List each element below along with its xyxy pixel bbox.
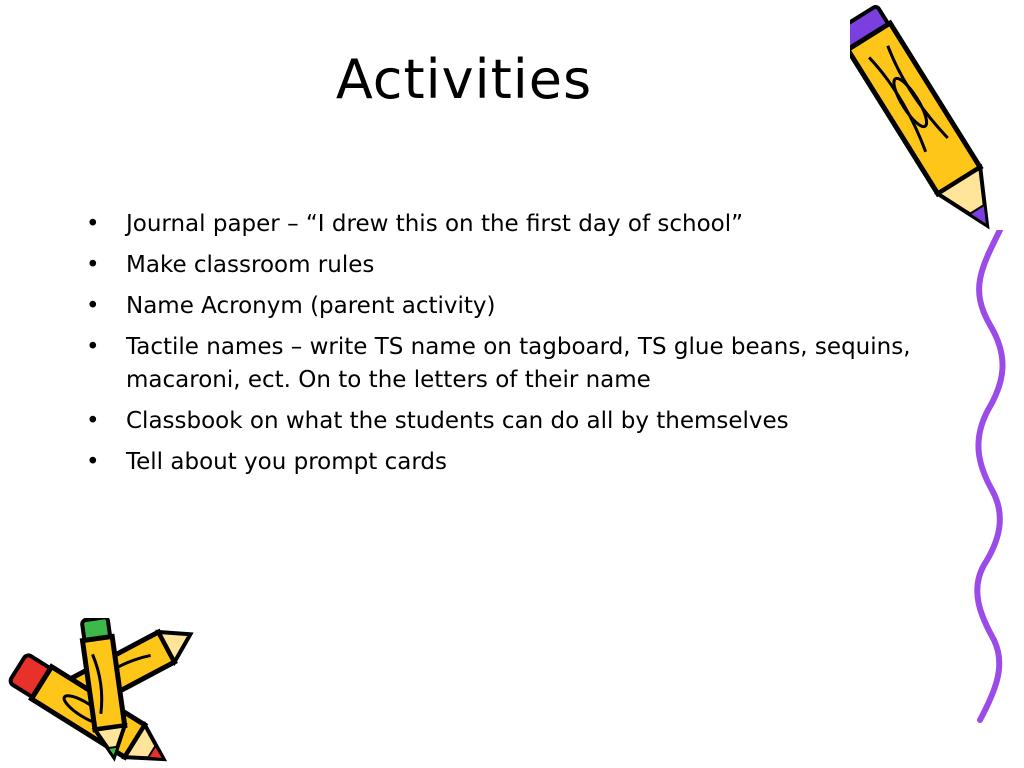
bullet-text: Classbook on what the students can do all by themselves bbox=[126, 408, 789, 434]
list-item bbox=[86, 208, 936, 241]
bullet-text: Name Acronym (parent activity) bbox=[126, 293, 496, 319]
list-item bbox=[86, 446, 936, 479]
pencil-clipart bbox=[850, 0, 1010, 250]
bullet-dot: • bbox=[86, 408, 100, 434]
list-item bbox=[86, 331, 936, 397]
list-item bbox=[86, 290, 936, 323]
bullet-dot: • bbox=[86, 293, 100, 319]
bullet-dot: • bbox=[86, 211, 100, 237]
bullet-dot: • bbox=[86, 449, 100, 475]
bullet-text: Make classroom rules bbox=[126, 252, 375, 278]
crossed-pencils-clipart bbox=[0, 618, 210, 768]
slide-title: Activities bbox=[335, 48, 593, 111]
squiggle-line bbox=[960, 230, 1020, 730]
bullet-dot: • bbox=[86, 334, 100, 360]
bullet-text: Tell about you prompt cards bbox=[126, 449, 447, 475]
bullet-text: Tactile names – write TS name on tagboard, TS glue beans, sequins, macaroni, ect. On to the letters of their name bbox=[126, 334, 911, 393]
bullet-dot: • bbox=[86, 252, 100, 278]
bullet-list bbox=[86, 208, 936, 487]
bullet-text: Journal paper – “I drew this on the first day of school” bbox=[126, 211, 744, 237]
list-item bbox=[86, 405, 936, 438]
list-item bbox=[86, 249, 936, 282]
